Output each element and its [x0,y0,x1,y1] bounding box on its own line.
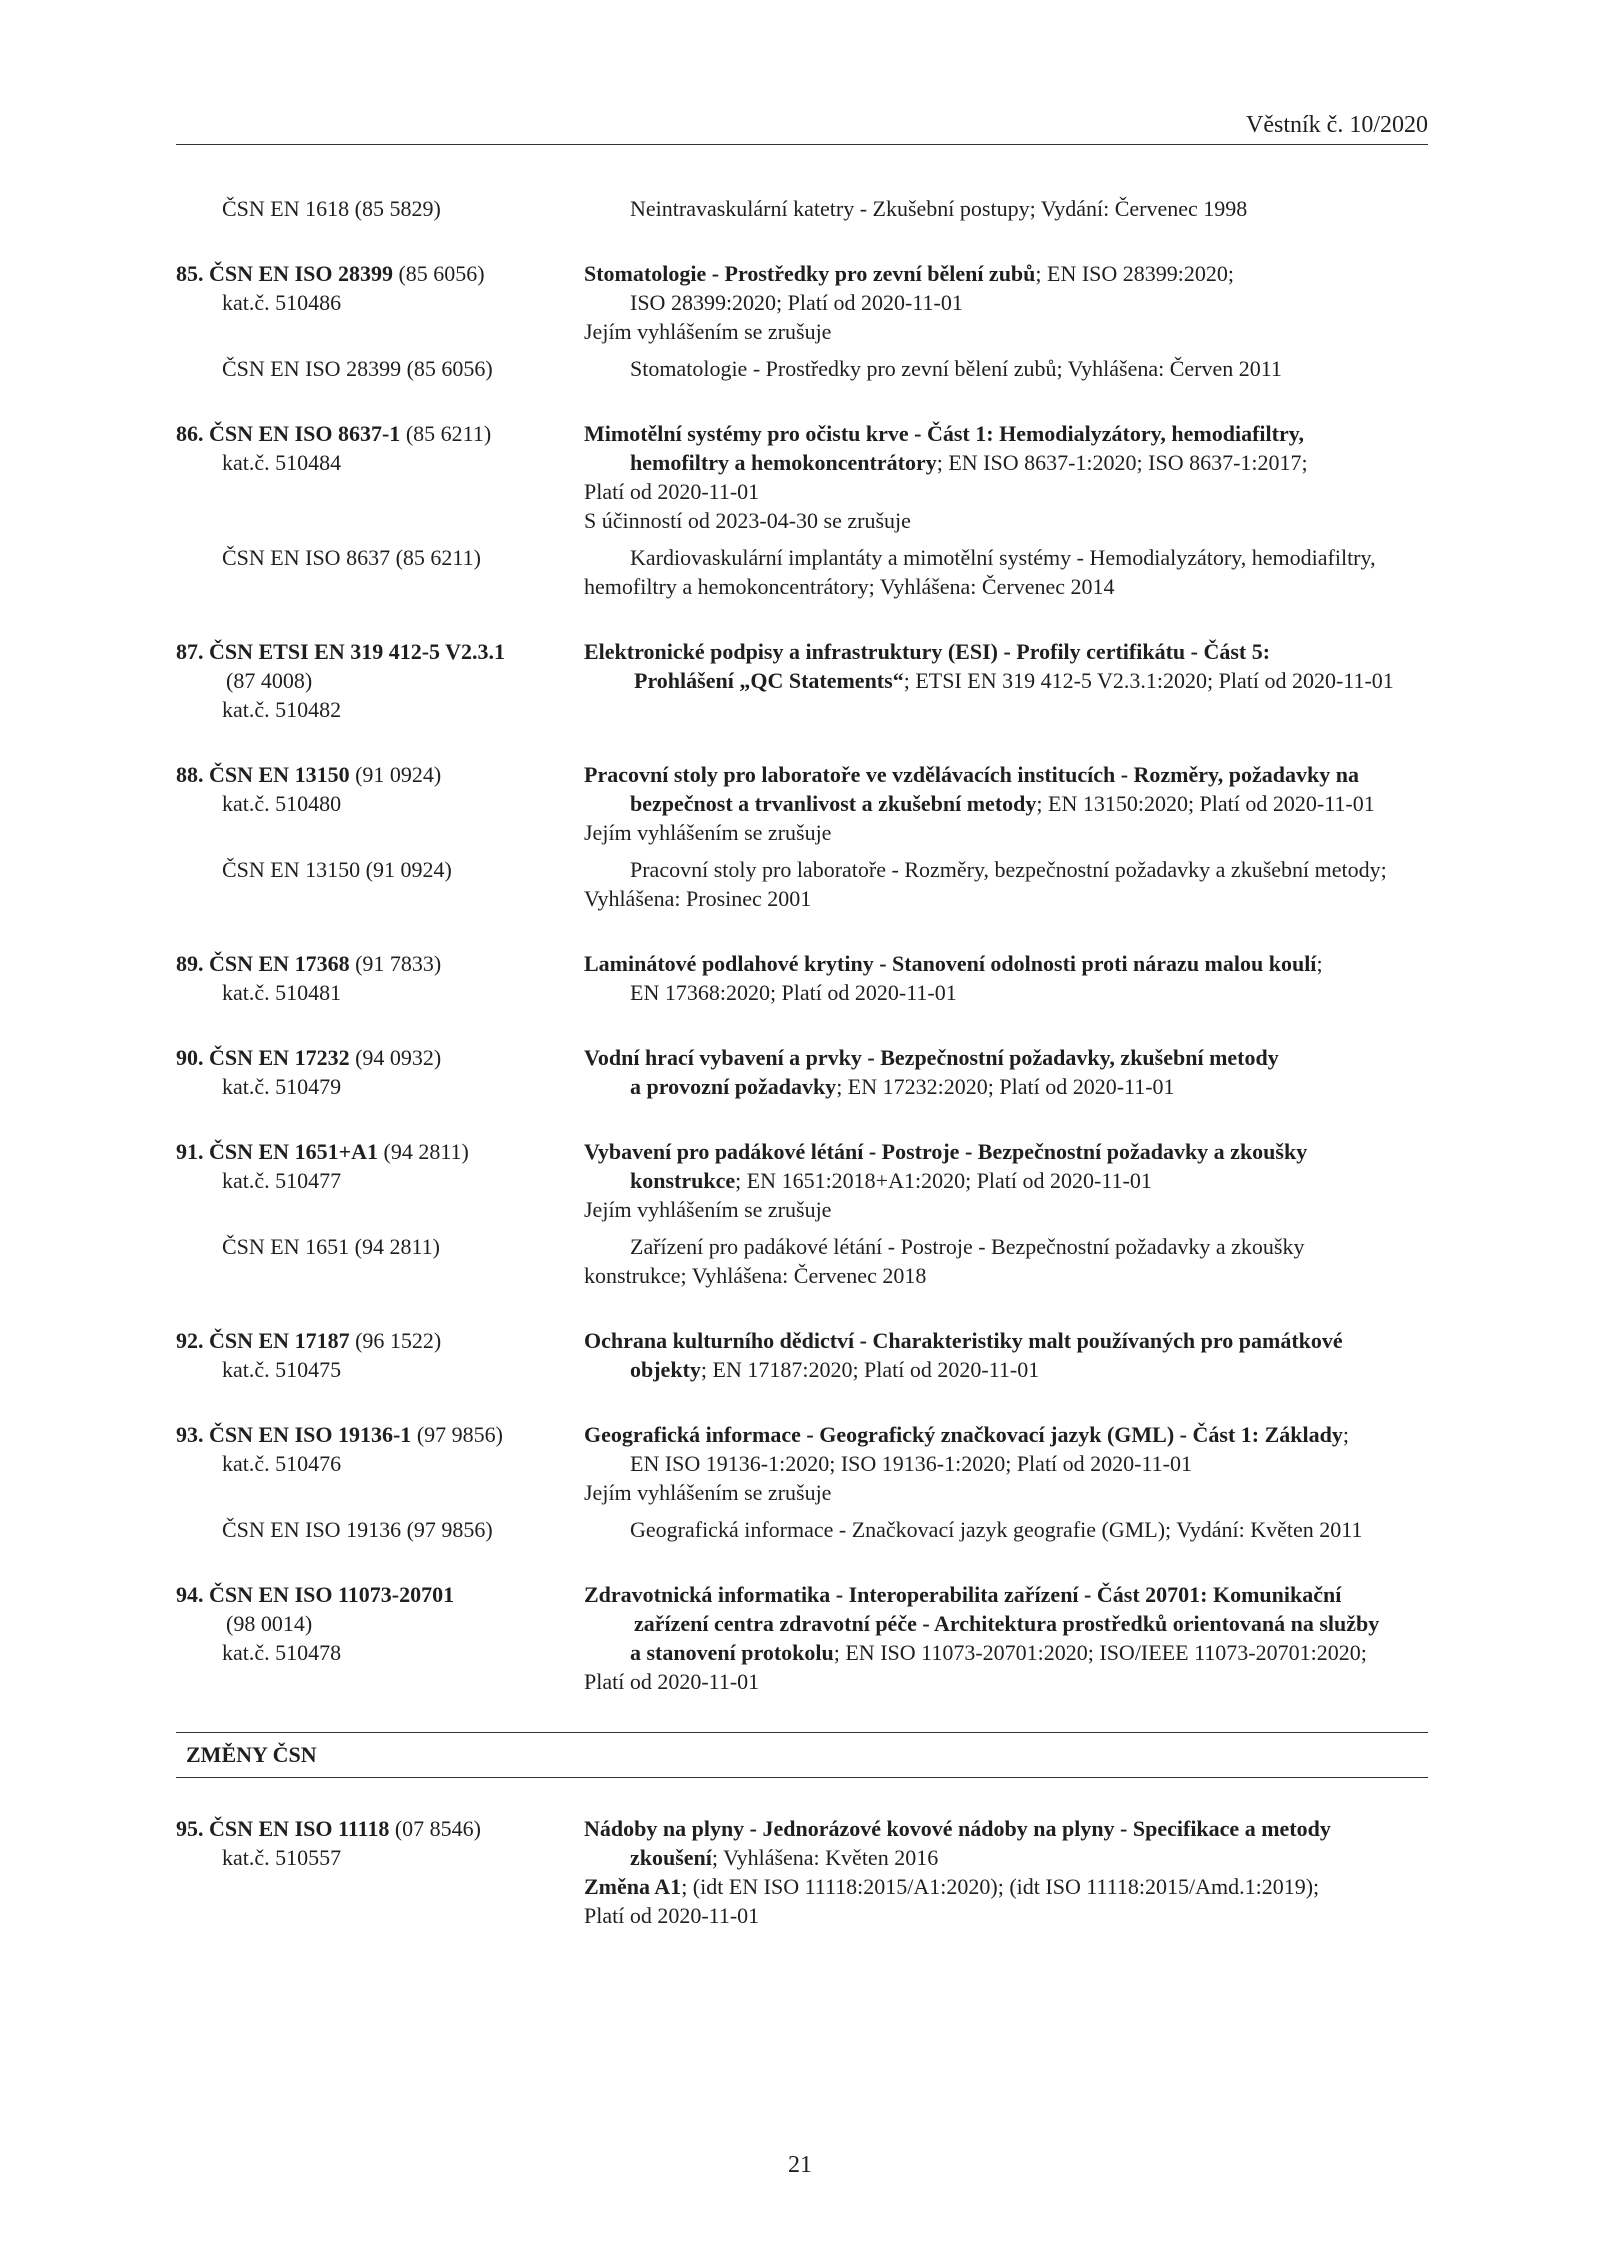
catalog-number: kat.č. 510557 [222,1845,342,1870]
amendment: Změna A1; (idt EN ISO 11118:2015/A1:2020); (idt ISO 11118:2015/Amd.1:2019); [584,1874,1320,1899]
catalog-number: kat.č. 510476 [222,1451,342,1476]
entry-description: Nádoby na plyny - Jednorázové kovové nádoby na plyny - Specifikace a metody [584,1816,1331,1841]
section-heading-changes: ZMĚNY ČSN [176,1732,1428,1778]
entry-description: Geografická informace - Geografický značkovací jazyk (GML) - Část 1: Základy; [584,1422,1349,1447]
entry-designation: 89. ČSN EN 17368 (91 7833) [176,951,442,976]
page-header: Věstník č. 10/2020 [1246,112,1428,138]
catalog-number: kat.č. 510480 [222,791,342,816]
entry-description: Stomatologie - Prostředky pro zevní bělení zubů; EN ISO 28399:2020; [584,261,1235,286]
entry-description: Mimotělní systémy pro očistu krve - Část 1: Hemodialyzátory, hemodiafiltry, [584,421,1304,446]
entry-86: 86. ČSN EN ISO 8637-1 (85 6211) Mimotělní systémy pro očistu krve - Část 1: Hemodialyzátory, hemodiafiltry, kat.č. 510484 hemofiltry a hemokoncentrátory; EN ISO 8637-1:2020; ISO 8637-1:2017; Platí od 2020-11-01 S účinností od 2023-04-30 se zrušuje ČSN EN ISO 8637 (85 6211) Kardiovaskulární implantáty a mimotělní systémy - Hemodialyzátory, hemodiafiltry, hemofiltry a hemokoncentrátory; Vyhlášena: Červenec 2014 [176,419,1428,601]
entry-designation: 85. ČSN EN ISO 28399 (85 6056) [176,261,485,286]
entry-88: 88. ČSN EN 13150 (91 0924) Pracovní stoly pro laboratoře ve vzdělávacích institucích - Rozměry, požadavky na kat.č. 510480 bezpečnost a trvanlivost a zkušební metody; EN 13150:2020; Platí od 2020-11-01 Jejím vyhlášením se zrušuje ČSN EN 13150 (91 0924) Pracovní stoly pro laboratoře - Rozměry, bezpečnostní požadavky a zkušební metody; Vyhlášena: Prosinec 2001 [176,760,1428,913]
entry-designation: 94. ČSN EN ISO 11073-20701 [176,1582,455,1607]
catalog-number: kat.č. 510478 [222,1640,342,1665]
standard-description: Neintravaskulární katetry - Zkušební postupy; Vydání: Červenec 1998 [630,196,1248,221]
entry-93: 93. ČSN EN ISO 19136-1 (97 9856) Geografická informace - Geografický značkovací jazyk (GML) - Část 1: Základy; kat.č. 510476 EN ISO 19136-1:2020; ISO 19136-1:2020; Platí od 2020-11-01 Jejím vyhlášením se zrušuje ČSN EN ISO 19136 (97 9856) Geografická informace - Značkovací jazyk geografie (GML); Vydání: Květen 2011 [176,1420,1428,1544]
entry-designation: 91. ČSN EN 1651+A1 (94 2811) [176,1139,469,1164]
entry-94: 94. ČSN EN ISO 11073-20701 Zdravotnická informatika - Interoperabilita zařízení - Část 20701: Komunikační (98 0014) zařízení centra zdravotní péče - Architektura prostředků orientovaná na služby kat.č. 510478 a stanovení protokolu; EN ISO 11073-20701:2020; ISO/IEEE 11073-20701:2020; Platí od 2020-11-01 [176,1580,1428,1696]
entry-description: Zdravotnická informatika - Interoperabilita zařízení - Část 20701: Komunikační [584,1582,1342,1607]
replaced-standard: ČSN EN ISO 8637 (85 6211) Kardiovaskulární implantáty a mimotělní systémy - Hemodialyzátory, hemodiafiltry, [222,545,1376,570]
entry-85: 85. ČSN EN ISO 28399 (85 6056) Stomatologie - Prostředky pro zevní bělení zubů; EN ISO 28399:2020; kat.č. 510486 ISO 28399:2020; Platí od 2020-11-01 Jejím vyhlášením se zrušuje ČSN EN ISO 28399 (85 6056) Stomatologie - Prostředky pro zevní bělení zubů; Vyhlášena: Červen 2011 [176,259,1428,383]
document-body [176,194,1428,1930]
entry-87: 87. ČSN ETSI EN 319 412-5 V2.3.1 Elektronické podpisy a infrastruktury (ESI) - Profily certifikátu - Část 5: (87 4008) Prohlášení „QC Statements“; ETSI EN 319 412-5 V2.3.1:2020; Platí od 2020-11-01 kat.č. 510482 [176,637,1428,724]
entry-89: 89. ČSN EN 17368 (91 7833) Laminátové podlahové krytiny - Stanovení odolnosti proti nárazu malou koulí; kat.č. 510481 EN 17368:2020; Platí od 2020-11-01 [176,949,1428,1007]
catalog-number: kat.č. 510482 [222,697,342,722]
replaced-standard: ČSN EN ISO 28399 (85 6056) Stomatologie - Prostředky pro zevní bělení zubů; Vyhlášena: Červen 2011 [222,356,1282,381]
withdrawn-standard-1618 [176,194,1428,223]
entry-designation: 90. ČSN EN 17232 (94 0932) [176,1045,442,1070]
entry-description: Vodní hrací vybavení a prvky - Bezpečnostní požadavky, zkušební metody [584,1045,1279,1070]
catalog-number: kat.č. 510475 [222,1357,342,1382]
entry-description: Laminátové podlahové krytiny - Stanovení odolnosti proti nárazu malou koulí; [584,951,1323,976]
entry-description: Ochrana kulturního dědictví - Charakteristiky malt používaných pro památkové [584,1328,1343,1353]
header-rule [176,144,1428,145]
catalog-number: kat.č. 510479 [222,1074,342,1099]
catalog-number: kat.č. 510484 [222,450,342,475]
catalog-number: kat.č. 510481 [222,980,342,1005]
entry-92: 92. ČSN EN 17187 (96 1522) Ochrana kulturního dědictví - Charakteristiky malt používaných pro památkové kat.č. 510475 objekty; EN 17187:2020; Platí od 2020-11-01 [176,1326,1428,1384]
entry-designation: 87. ČSN ETSI EN 319 412-5 V2.3.1 [176,639,506,664]
replaced-standard: ČSN EN 1651 (94 2811) Zařízení pro padákové létání - Postroje - Bezpečnostní požadavky a zkoušky [222,1234,1305,1259]
catalog-number: kat.č. 510486 [222,290,342,315]
entry-description: Pracovní stoly pro laboratoře ve vzdělávacích institucích - Rozměry, požadavky na [584,762,1360,787]
entry-description: Elektronické podpisy a infrastruktury (ESI) - Profily certifikátu - Část 5: [584,639,1271,664]
catalog-number: kat.č. 510477 [222,1168,342,1193]
entry-91: 91. ČSN EN 1651+A1 (94 2811) Vybavení pro padákové létání - Postroje - Bezpečnostní požadavky a zkoušky kat.č. 510477 konstrukce; EN 1651:2018+A1:2020; Platí od 2020-11-01 Jejím vyhlášením se zrušuje ČSN EN 1651 (94 2811) Zařízení pro padákové létání - Postroje - Bezpečnostní požadavky a zkoušky konstrukce; Vyhlášena: Červenec 2018 [176,1137,1428,1290]
replaced-standard: ČSN EN ISO 19136 (97 9856) Geografická informace - Značkovací jazyk geografie (GML); Vydání: Květen 2011 [222,1517,1363,1542]
standard-designation: ČSN EN 1618 (85 5829) [222,196,441,221]
entry-designation: 93. ČSN EN ISO 19136-1 (97 9856) [176,1422,503,1447]
entry-90: 90. ČSN EN 17232 (94 0932) Vodní hrací vybavení a prvky - Bezpečnostní požadavky, zkušební metody kat.č. 510479 a provozní požadavky; EN 17232:2020; Platí od 2020-11-01 [176,1043,1428,1101]
page-number: 21 [788,2152,812,2178]
entry-designation: 86. ČSN EN ISO 8637-1 (85 6211) [176,421,492,446]
replaced-standard: ČSN EN 13150 (91 0924) Pracovní stoly pro laboratoře - Rozměry, bezpečnostní požadavky a zkušební metody; [222,857,1387,882]
entry-designation: 92. ČSN EN 17187 (96 1522) [176,1328,442,1353]
entry-95: 95. ČSN EN ISO 11118 (07 8546) Nádoby na plyny - Jednorázové kovové nádoby na plyny - Specifikace a metody kat.č. 510557 zkoušení; Vyhlášena: Květen 2016 Změna A1; (idt EN ISO 11118:2015/A1:2020); (idt ISO 11118:2015/Amd.1:2019); Platí od 2020-11-01 [176,1814,1428,1930]
entry-designation: 95. ČSN EN ISO 11118 (07 8546) [176,1816,481,1841]
entry-description: Vybavení pro padákové létání - Postroje - Bezpečnostní požadavky a zkoušky [584,1139,1308,1164]
entry-designation: 88. ČSN EN 13150 (91 0924) [176,762,442,787]
